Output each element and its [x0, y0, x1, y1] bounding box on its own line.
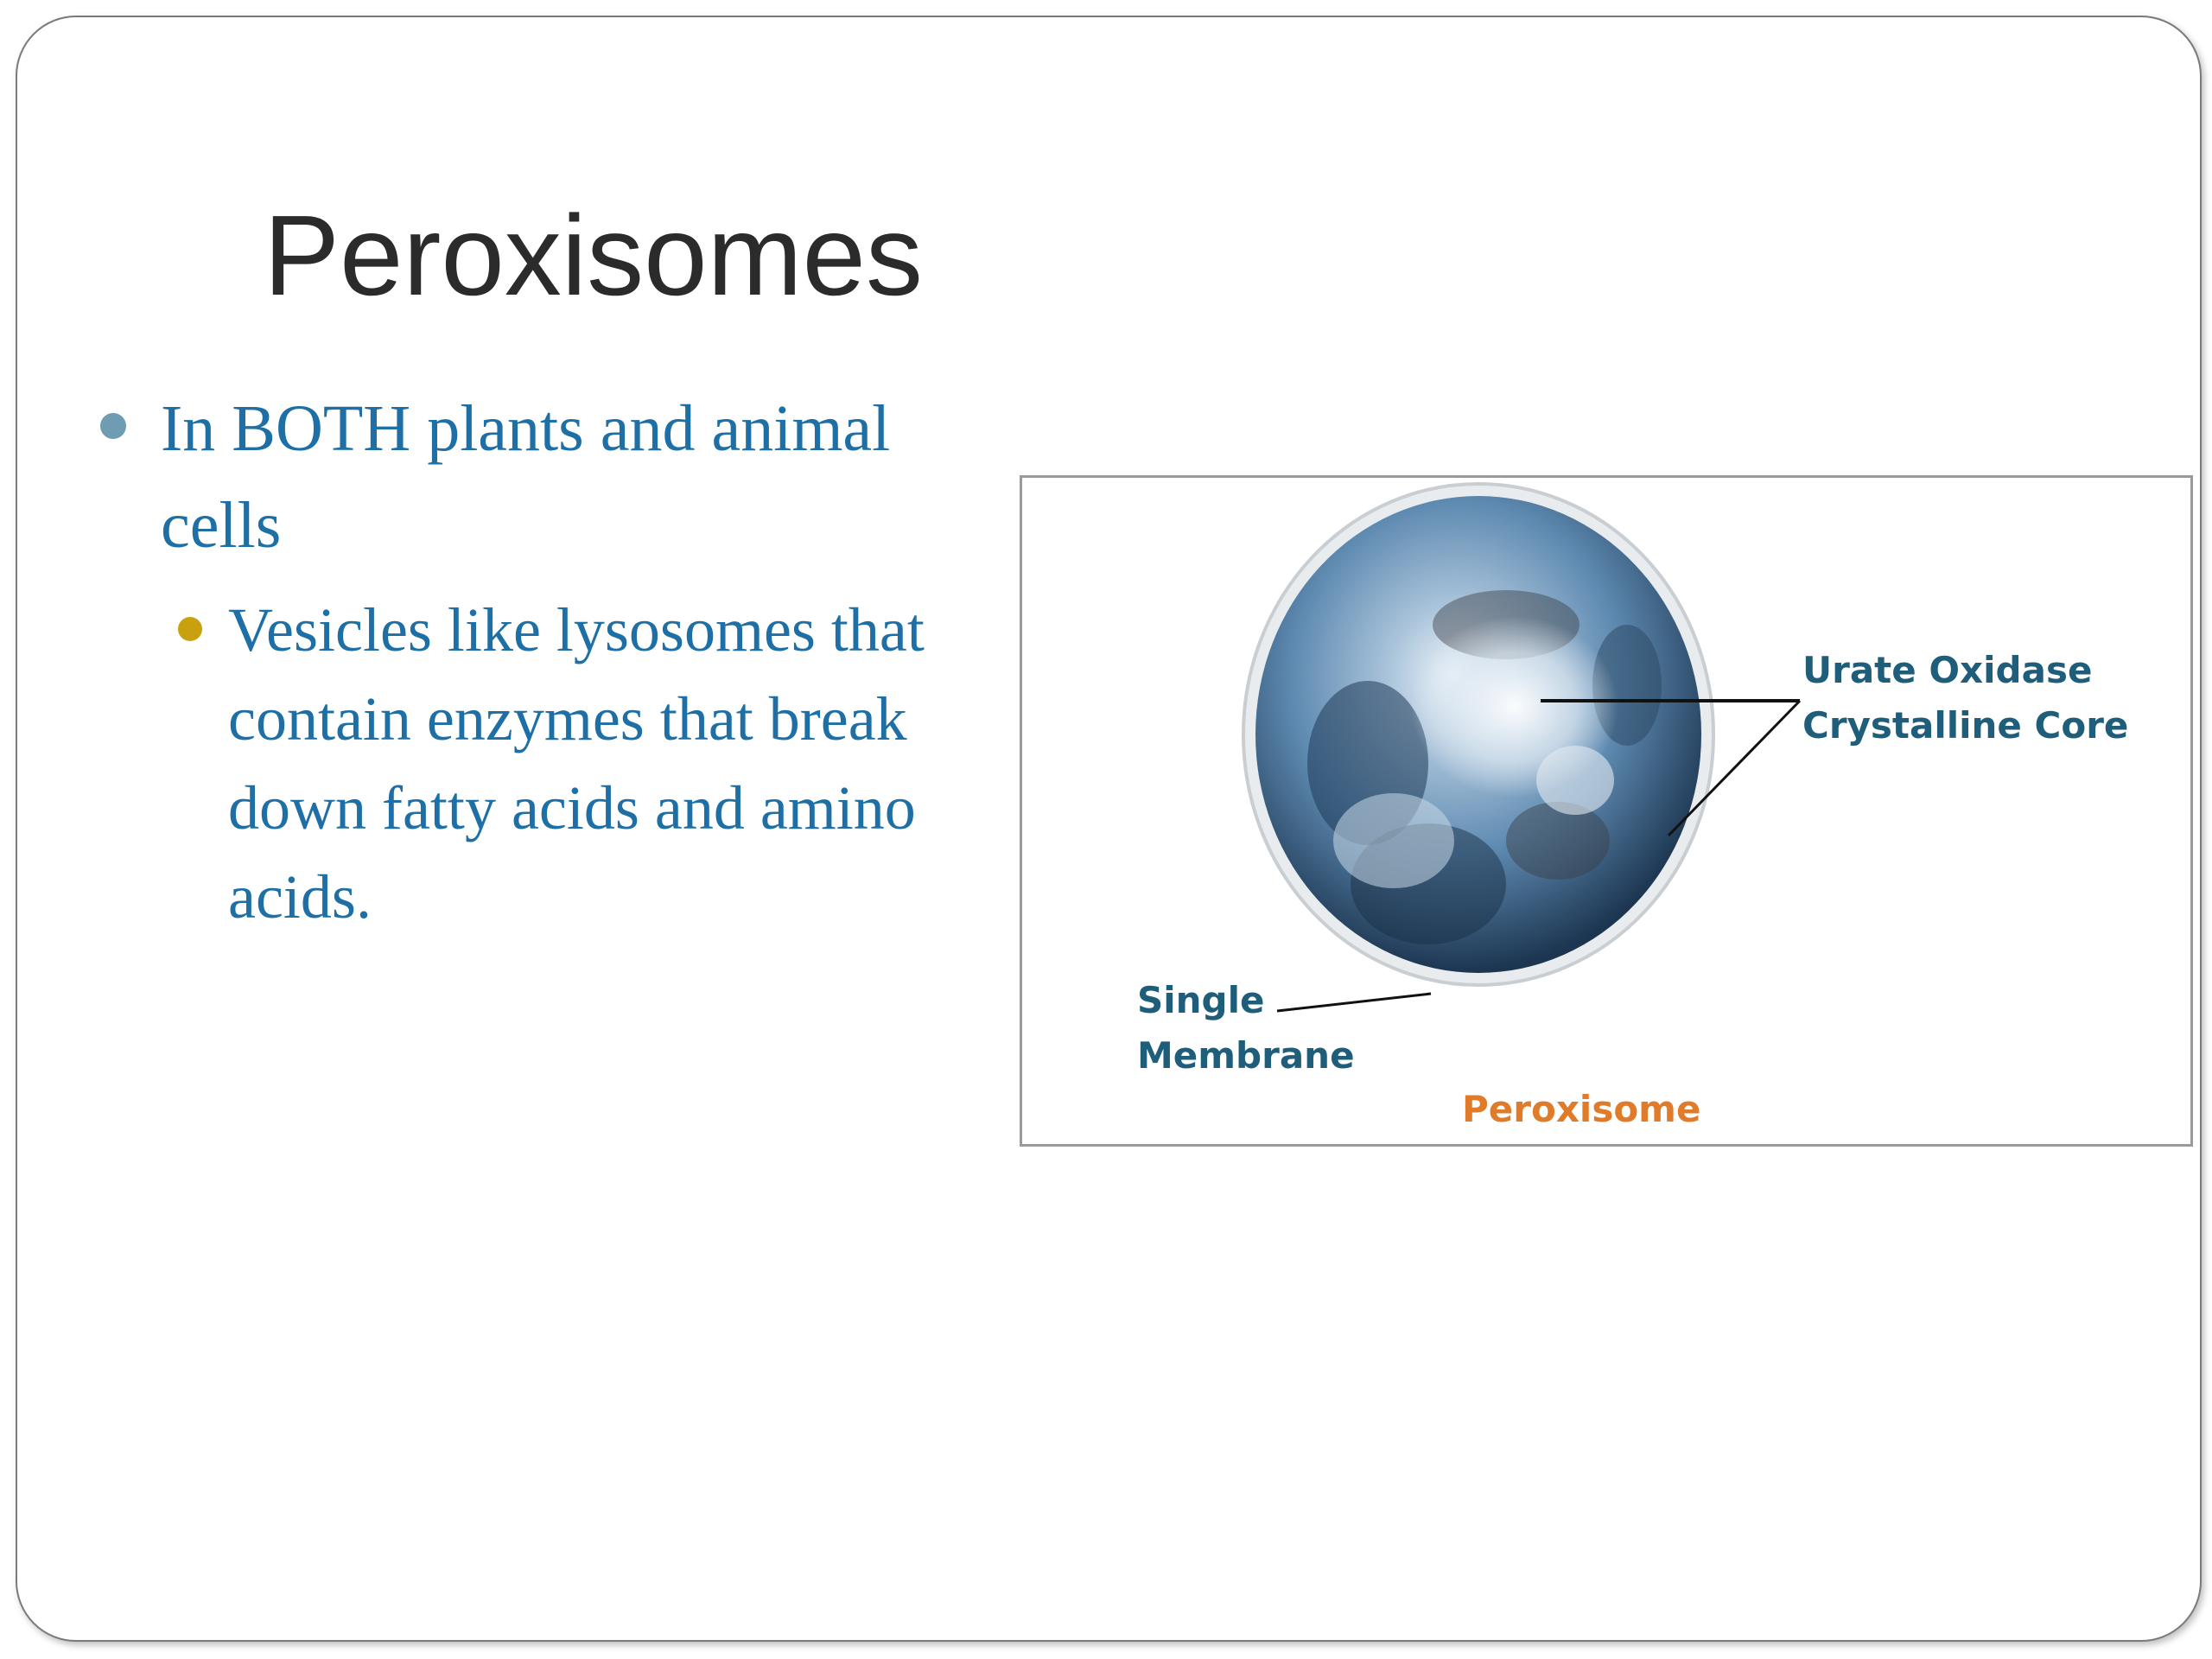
- slide-frame: [16, 16, 2202, 1642]
- membrane-pointer-line: [1277, 994, 1431, 1011]
- bullet-marker-level-1: [100, 413, 126, 439]
- label-single: Single: [1137, 979, 1265, 1021]
- bullet-text-level-1: In BOTH plants and animal cells: [161, 392, 891, 562]
- figure-caption-peroxisome: Peroxisome: [1462, 1088, 1701, 1130]
- label-membrane: Membrane: [1137, 1034, 1355, 1077]
- slide-title: Peroxisomes: [264, 192, 923, 319]
- bullet-marker-level-2: [178, 617, 202, 641]
- label-crystalline-core: Crystalline Core: [1802, 704, 2129, 747]
- peroxisome-diagram: [1020, 475, 2193, 1147]
- bullet-text-level-2: Vesicles like lysosomes that contain enzymes that break down fatty acids and amino acids.: [228, 595, 925, 931]
- label-urate-oxidase: Urate Oxidase: [1802, 649, 2093, 691]
